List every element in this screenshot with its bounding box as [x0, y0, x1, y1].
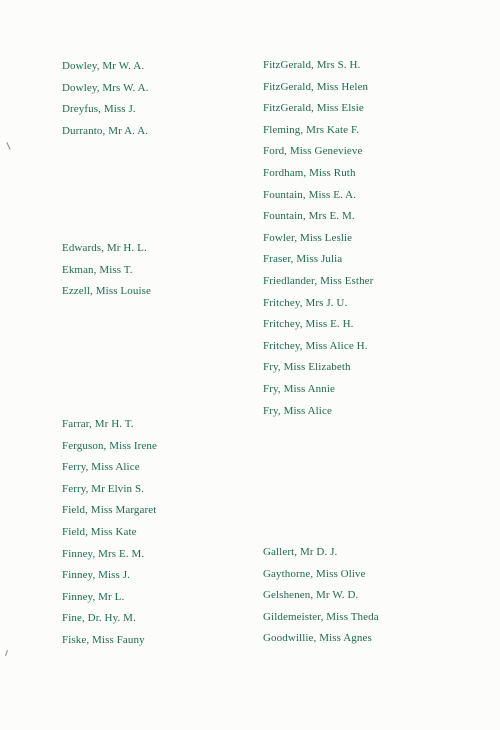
- passenger-name: FitzGerald, Miss Elsie: [263, 102, 364, 115]
- passenger-name: Fraser, Miss Julia: [263, 253, 343, 266]
- passenger-name: Field, Miss Kate: [62, 526, 137, 538]
- passenger-name: Fowler, Miss Leslie: [263, 231, 353, 244]
- passenger-name: Dreyfus, Miss J.: [62, 103, 136, 116]
- passenger-name: Ferry, Mr Elvin S.: [62, 482, 145, 495]
- passenger-name: Fine, Dr. Hy. M.: [62, 612, 136, 625]
- passenger-name: Gelshenen, Mr W. D.: [263, 589, 359, 602]
- passenger-name: Finney, Mr L.: [62, 590, 125, 603]
- passenger-name: Ferguson, Miss Irene: [62, 439, 157, 452]
- passenger-name: Finney, Mrs E. M.: [62, 547, 145, 560]
- passenger-name: Friedlander, Miss Esther: [263, 275, 374, 287]
- passenger-name: Dowley, Mr W. A.: [62, 60, 145, 72]
- passenger-name: Durranto, Mr A. A.: [62, 124, 149, 137]
- passenger-name: Gildemeister, Miss Theda: [263, 610, 379, 623]
- passenger-name: Fountain, Mrs E. M.: [263, 210, 355, 223]
- passenger-name: Field, Miss Margaret: [62, 504, 157, 517]
- passenger-name: Goodwillie, Miss Agnes: [263, 632, 372, 645]
- passenger-name: FitzGerald, Miss Helen: [263, 80, 369, 93]
- passenger-name: Edwards, Mr H. L.: [62, 242, 147, 254]
- passenger-name: Fry, Miss Annie: [263, 383, 335, 395]
- passenger-name: Ferry, Miss Alice: [62, 461, 140, 474]
- passenger-name: Gaythorne, Miss Olive: [263, 567, 366, 580]
- passenger-name: Ford, Miss Genevieve: [263, 145, 363, 158]
- passenger-name: Fritchey, Miss Alice H.: [263, 339, 368, 352]
- passenger-name: Fry, Miss Elizabeth: [263, 361, 351, 374]
- passenger-name: Fordham, Miss Ruth: [263, 167, 356, 179]
- passenger-name: Fritchey, Miss E. H.: [263, 318, 354, 331]
- passenger-name: Fountain, Miss E. A.: [263, 188, 357, 201]
- passenger-name: Ekman, Miss T.: [62, 263, 133, 276]
- passenger-name: Finney, Miss J.: [62, 569, 131, 582]
- passenger-name: Farrar, Mr H. T.: [62, 418, 134, 430]
- passenger-name: Dowley, Mrs W. A.: [62, 81, 149, 94]
- passenger-name: FitzGerald, Mrs S. H.: [263, 59, 361, 71]
- passenger-name: Fleming, Mrs Kate F.: [263, 123, 360, 136]
- passenger-name: Fry, Miss Alice: [263, 404, 332, 417]
- passenger-name: Fritchey, Mrs J. U.: [263, 296, 348, 309]
- passenger-name: Gallert, Mr D. J.: [263, 546, 338, 558]
- passenger-name: Fiske, Miss Fauny: [62, 634, 145, 646]
- passenger-name: Ezzell, Miss Louise: [62, 285, 151, 298]
